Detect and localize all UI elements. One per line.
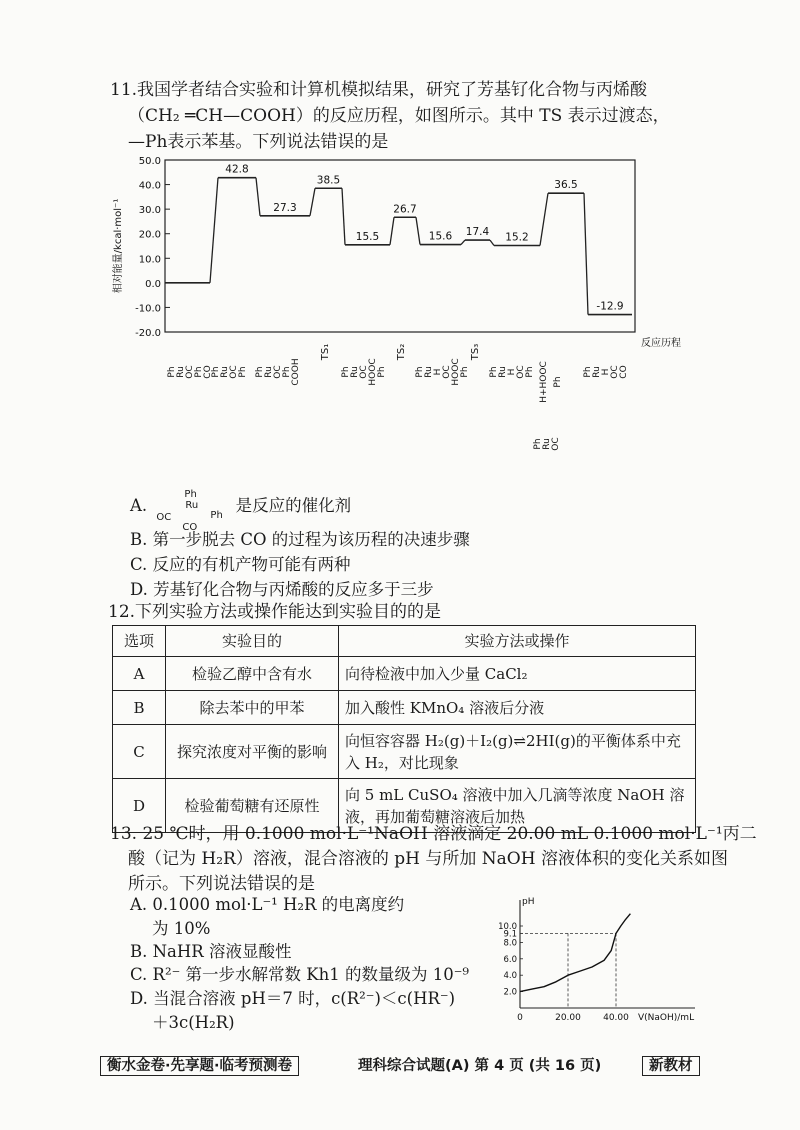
table-row: C 探究浓度对平衡的影响 向恒容容器 H₂(g)＋I₂(g)⇌2HI(g)的平衡体系中充入 H₂，对比现象	[113, 725, 696, 779]
energy-value-label: 38.5	[316, 174, 341, 187]
q13-stem-line1: 13. 25 ℃时，用 0.1000 mol·L⁻¹NaOH 溶液滴定 20.00 mL 0.1000 mol·L⁻¹丙二	[110, 824, 757, 844]
energy-connector	[540, 193, 548, 245]
table-row: A 检验乙醇中含有水 向待检液中加入少量 CaCl₂	[113, 657, 696, 691]
energy-value-label: 27.3	[273, 201, 297, 214]
y-tick-label: 10.0	[138, 254, 161, 266]
q11-stem-line3: —Ph表示苯基。下列说法错误的是	[128, 132, 389, 152]
titration-curve	[520, 914, 630, 992]
y-axis-label: pH	[522, 897, 535, 907]
energy-profile-chart	[100, 152, 740, 482]
species-label: HOOC	[368, 358, 378, 386]
species-label: OC	[185, 365, 195, 379]
y-tick-label: -20.0	[135, 328, 161, 339]
y-tick-label: -10.0	[135, 303, 161, 315]
q13-stem-line2: 酸（记为 H₂R）溶液，混合溶液的 pH 与所加 NaOH 溶液体积的变化关系如图	[128, 849, 728, 869]
x-tick-label: 40.00	[603, 1013, 629, 1023]
species-label: OC	[516, 365, 526, 379]
y-tick-label: 4.0	[503, 971, 517, 982]
footer-edition-badge: 新教材	[642, 1054, 700, 1075]
q13-option-d-line2: ＋3c(H₂R)	[152, 1013, 235, 1032]
species-label: H	[507, 368, 517, 376]
energy-connector	[416, 217, 420, 244]
species-label: OC	[359, 365, 369, 379]
ts-label: TS₂	[396, 343, 407, 361]
x-axis-label: V(NaOH)/mL	[638, 1013, 695, 1023]
x-tick-label: 20.00	[555, 1013, 581, 1023]
species-label: Ph	[460, 366, 470, 378]
species-label: Ru	[350, 366, 360, 378]
y-tick-label: 2.0	[503, 987, 517, 998]
energy-value-label: 15.5	[355, 230, 380, 243]
q11-stem-line1: 11.我国学者结合实验和计算机模拟结果，研究了芳基钌化合物与丙烯酸	[110, 80, 648, 100]
species-label: Ru	[220, 366, 230, 378]
species-label: OC	[551, 437, 561, 451]
y-tick-label: 10.0	[498, 922, 517, 932]
species-label: Ph	[377, 366, 387, 378]
species-label: Ph	[194, 366, 204, 378]
q11-option-b: B. 第一步脱去 CO 的过程为该历程的决速步骤	[130, 530, 470, 549]
species-label: Ph	[533, 438, 543, 450]
y-tick-label: 50.0	[138, 156, 161, 167]
species-label: Ph	[211, 366, 221, 378]
y-tick-label: 40.0	[138, 180, 161, 192]
x-axis-label: 反应历程	[641, 338, 681, 349]
species-label: Ph	[167, 366, 177, 378]
energy-value-label: 17.4	[465, 226, 490, 239]
y-tick-label: 20.0	[138, 229, 161, 241]
y-tick-label: 30.0	[138, 205, 161, 217]
species-label: Ph	[238, 366, 248, 378]
q13-option-a-line1: A. 0.1000 mol·L⁻¹ H₂R 的电离度约	[130, 895, 405, 914]
table-header-row: 选项 实验目的 实验方法或操作	[113, 626, 696, 657]
q11-option-d: D. 芳基钌化合物与丙烯酸的反应多于三步	[130, 580, 434, 599]
species-label: H	[601, 368, 611, 376]
ph-titration-chart	[468, 892, 708, 1026]
species-label: OC	[229, 365, 239, 379]
y-tick-label: 6.0	[503, 954, 517, 965]
species-label: Ph	[282, 366, 292, 378]
species-label: H+HOOC	[539, 361, 549, 403]
species-label: H	[433, 368, 443, 376]
y-tick-label: 9.1	[503, 929, 517, 940]
ts-label: TS₁	[320, 343, 331, 361]
energy-value-label: 26.7	[393, 203, 417, 216]
q11-option-a: A. Ph Ru OC Ph CO 是反应的催化剂	[130, 488, 352, 533]
energy-connector	[256, 178, 260, 216]
energy-connector	[490, 240, 494, 245]
species-label: Ph	[583, 366, 593, 378]
species-label: Ph	[489, 366, 499, 378]
y-tick-label: 8.0	[503, 938, 517, 949]
energy-connector	[461, 240, 465, 244]
species-label: Ru	[498, 366, 508, 378]
energy-connector	[310, 188, 315, 216]
energy-value-label: 42.8	[225, 163, 249, 176]
species-label: CO	[619, 365, 629, 379]
species-label: Ru	[264, 366, 274, 378]
y-tick-label: 0.0	[145, 278, 161, 290]
energy-value-label: -12.9	[596, 300, 624, 313]
species-label: HOOC	[451, 358, 461, 386]
q13-option-a-line2: 为 10%	[152, 919, 211, 938]
species-label: Ph	[255, 366, 265, 378]
footer-series: 衡水金卷·先享题·临考预测卷	[100, 1054, 299, 1075]
species-label: CO	[203, 365, 213, 379]
q13-option-b: B. NaHR 溶液显酸性	[130, 942, 292, 961]
table-row: B 除去苯中的甲苯 加入酸性 KMnO₄ 溶液后分液	[113, 691, 696, 725]
q11-stem-line2: （CH₂ ═CH—COOH）的反应历程，如图所示。其中 TS 表示过渡态，	[128, 106, 670, 126]
species-label: Ph	[553, 376, 563, 388]
q11-option-c: C. 反应的有机产物可能有两种	[130, 555, 351, 574]
species-label: Ru	[592, 366, 602, 378]
species-label: OC	[610, 365, 620, 379]
species-label: OC	[273, 365, 283, 379]
q12-table	[112, 625, 696, 833]
species-label: Ru	[424, 366, 434, 378]
q12-stem: 12.下列实验方法或操作能达到实验目的的是	[108, 602, 442, 622]
species-label: OC	[442, 365, 452, 379]
energy-value-label: 36.5	[554, 179, 578, 192]
species-label: Ru	[542, 438, 552, 450]
species-label: Ph	[525, 366, 535, 378]
species-label: Ph	[415, 366, 425, 378]
species-label: Ph	[341, 366, 351, 378]
energy-connector	[390, 217, 394, 245]
y-axis-label: 相对能量/kcal·mol⁻¹	[113, 198, 124, 294]
species-label: COOH	[291, 358, 301, 386]
energy-value-label: 15.2	[505, 231, 529, 244]
q13-option-c: C. R²⁻ 第一步水解常数 Kh1 的数量级为 10⁻⁹	[130, 965, 470, 984]
ts-label: TS₃	[470, 343, 481, 361]
q13-option-d-line1: D. 当混合溶液 pH＝7 时，c(R²⁻)＜c(HR⁻)	[130, 989, 456, 1008]
ru-complex-structure: Ph Ru OC Ph CO	[156, 488, 223, 533]
footer-page-info: 理科综合试题(A) 第 4 页 (共 16 页)	[358, 1058, 602, 1074]
table-row: D 检验葡萄糖有还原性 向 5 mL CuSO₄ 溶液中加入几滴等浓度 NaOH 溶液，再加葡萄糖溶液后加热	[113, 779, 696, 833]
x-tick-label: 0	[517, 1013, 523, 1023]
energy-connector	[584, 193, 588, 314]
energy-connector	[210, 178, 218, 283]
species-label: Ru	[176, 366, 186, 378]
energy-connector	[342, 188, 345, 245]
energy-value-label: 15.6	[428, 230, 453, 243]
q13-stem-line3: 所示。下列说法错误的是	[128, 874, 315, 894]
